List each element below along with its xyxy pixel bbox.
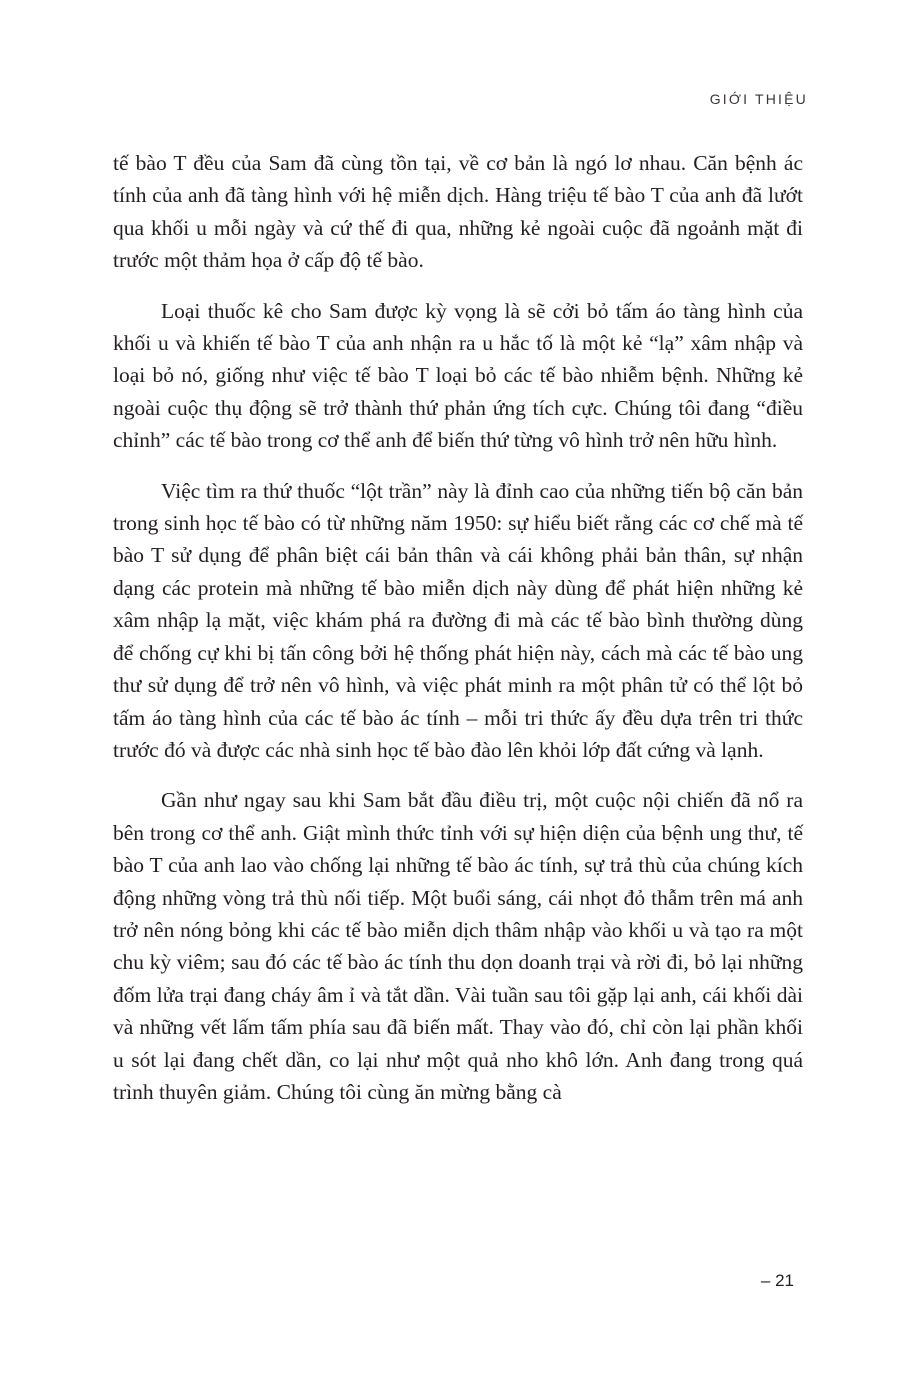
paragraph-4: Gần như ngay sau khi Sam bắt đầu điều trị, một cuộc nội chiến đã nổ ra bên trong cơ thể anh. Giật mình thức tỉnh với sự hiện diện của bệnh ung thư, tế bào T của anh lao vào chống lại những tế bào ác tính, sự trả thù của chúng kích động những vòng trả thù nối tiếp. Một buổi sáng, cái nhọt đỏ thẫm trên má anh trở nên nóng bỏng khi các tế bào miễn dịch thâm nhập vào khối u và tạo ra một chu kỳ viêm; sau đó các tế bào ác tính thu dọn doanh trại và rời đi, bỏ lại những đốm lửa trại đang cháy âm ỉ và tắt dần. Vài tuần sau tôi gặp lại anh, cái khối dài và những vết lấm tấm phía sau đã biến mất. Thay vào đó, chỉ còn lại phần khối u sót lại đang chết dần, co lại như một quả nho khô lớn. Anh đang trong quá trình thuyên giảm. Chúng tôi cùng ăn mừng bằng cà bbox=[113, 788, 803, 1104]
running-header: GIỚI THIỆU bbox=[709, 91, 808, 107]
page-number: – 21 bbox=[760, 1271, 794, 1290]
body-text bbox=[113, 147, 803, 1126]
paragraph-2: Loại thuốc kê cho Sam được kỳ vọng là sẽ cởi bỏ tấm áo tàng hình của khối u và khiến tế bào T của anh nhận ra u hắc tố là một kẻ “lạ” xâm nhập và loại bỏ nó, giống như việc tế bào T loại bỏ các tế bào nhiễm bệnh. Những kẻ ngoài cuộc thụ động sẽ trở thành thứ phản ứng tích cực. Chúng tôi đang “điều chỉnh” các tế bào trong cơ thể anh để biến thứ từng vô hình trở nên hữu hình. bbox=[113, 298, 803, 453]
paragraph-3: Việc tìm ra thứ thuốc “lột trần” này là đỉnh cao của những tiến bộ căn bản trong sinh học tế bào có từ những năm 1950: sự hiểu biết rằng các cơ chế mà tế bào T sử dụng để phân biệt cái bản thân và cái không phải bản thân, sự nhận dạng các protein mà những tế bào miễn dịch này dùng để phát hiện những kẻ xâm nhập lạ mặt, việc khám phá ra đường đi mà các tế bào bình thường dùng để chống cự khi bị tấn công bởi hệ thống phát hiện này, cách mà các tế bào ung thư sử dụng để trở nên vô hình, và việc phát minh ra một phân tử có thể lột bỏ tấm áo tàng hình của các tế bào ác tính – mỗi tri thức ấy đều dựa trên tri thức trước đó và được các nhà sinh học tế bào đào lên khỏi lớp đất cứng và lạnh. bbox=[113, 478, 803, 762]
paragraph-1: tế bào T đều của Sam đã cùng tồn tại, về cơ bản là ngó lơ nhau. Căn bệnh ác tính của anh đã tàng hình với hệ miễn dịch. Hàng triệu tế bào T của anh đã lướt qua khối u mỗi ngày và cứ thế đi qua, những kẻ ngoài cuộc đã ngoảnh mặt đi trước một thảm họa ở cấp độ tế bào. bbox=[113, 151, 803, 273]
